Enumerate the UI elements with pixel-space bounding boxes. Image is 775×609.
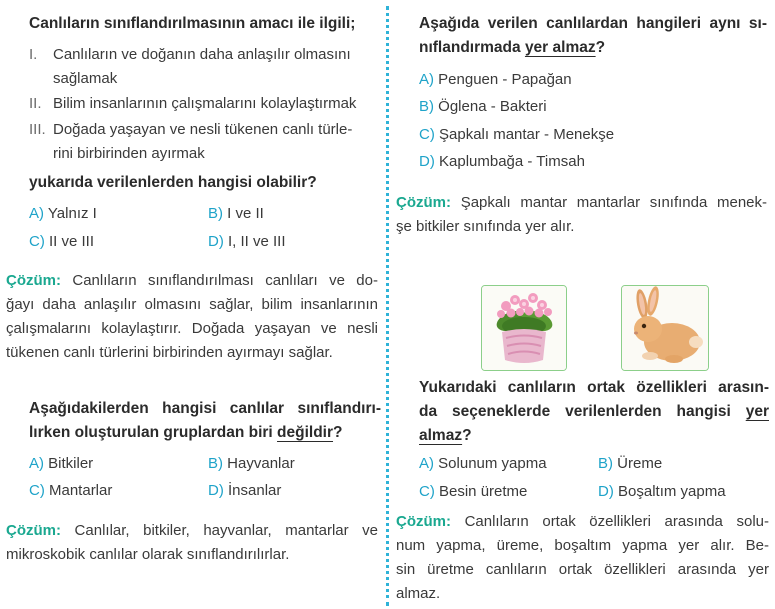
q1-option-d-letter: D) bbox=[208, 233, 224, 250]
q3-option-c-letter: C) bbox=[419, 126, 435, 143]
q1-option-c-letter: C) bbox=[29, 233, 45, 250]
q1-option-b[interactable] bbox=[208, 203, 264, 225]
q1-option-a-letter: A) bbox=[29, 205, 44, 222]
q2-option-a[interactable] bbox=[29, 453, 93, 475]
q4-stem-line-1: Yukarıdaki canlıların ortak özellikleri arasın- bbox=[419, 379, 769, 396]
q2-stem-qmark: ? bbox=[333, 424, 343, 441]
q1-item-1-line1: Canlıların ve doğanın daha anlaşılır olmasını bbox=[53, 46, 351, 63]
q1-solution-label: Çözüm: bbox=[6, 272, 61, 289]
q3-stem bbox=[419, 12, 767, 60]
q1-item-2 bbox=[29, 92, 381, 116]
q4-stem-emphasis-2: almaz bbox=[419, 427, 463, 444]
q1-item-1-num: I. bbox=[29, 46, 38, 63]
q2-option-c-text: Mantarlar bbox=[49, 482, 113, 499]
q4-solution-line-4: almaz. bbox=[396, 585, 441, 602]
q3-stem-line-2: nıflandırmada bbox=[419, 39, 525, 56]
q1-solution-line-4: tükenen canlı türlerini birbirinden ayırmayı sağlar. bbox=[6, 344, 333, 361]
q4-option-a[interactable] bbox=[419, 453, 547, 475]
q4-solution-label: Çözüm: bbox=[396, 513, 451, 530]
column-divider bbox=[386, 6, 389, 606]
q1-option-c-text: II ve III bbox=[49, 233, 95, 250]
q3-option-b[interactable] bbox=[419, 96, 547, 118]
q2-option-d-letter: D) bbox=[208, 482, 224, 499]
q3-option-b-text: Öglena - Bakteri bbox=[438, 98, 547, 115]
q4-option-d-letter: D) bbox=[598, 483, 614, 500]
q2-option-d[interactable] bbox=[208, 480, 281, 502]
q3-solution-line-2: şe bitkiler sınıfında yer alır. bbox=[396, 218, 575, 235]
q1-item-3 bbox=[29, 118, 381, 166]
q4-stem bbox=[419, 376, 769, 448]
q3-option-d[interactable] bbox=[419, 151, 585, 173]
q2-option-c-letter: C) bbox=[29, 482, 45, 499]
q3-option-c-text: Şapkalı mantar - Menekşe bbox=[439, 126, 615, 143]
q3-option-c[interactable] bbox=[419, 124, 614, 146]
q4-option-c-letter: C) bbox=[419, 483, 435, 500]
q1-item-2-line1: Bilim insanlarının çalışmalarını kolaylaştırmak bbox=[53, 95, 357, 112]
rabbit-icon bbox=[622, 286, 708, 370]
q2-stem bbox=[29, 397, 381, 445]
q4-stem-emphasis-1: yer bbox=[745, 403, 769, 420]
q2-option-a-letter: A) bbox=[29, 455, 44, 472]
q1-option-d-text: I, II ve III bbox=[228, 233, 286, 250]
q3-solution-label: Çözüm: bbox=[396, 194, 451, 211]
q4-option-a-letter: A) bbox=[419, 455, 434, 472]
q2-solution bbox=[6, 519, 378, 567]
q1-option-b-text: I ve II bbox=[227, 205, 264, 222]
q1-option-d[interactable] bbox=[208, 231, 286, 253]
q3-option-d-text: Kaplumbağa - Timsah bbox=[439, 153, 585, 170]
q3-stem-emphasis: yer almaz bbox=[524, 39, 596, 56]
q1-question: yukarıda verilenlerden hangisi olabilir? bbox=[29, 174, 317, 191]
q1-option-c[interactable] bbox=[29, 231, 94, 253]
q4-option-b-letter: B) bbox=[598, 455, 613, 472]
q3-option-d-letter: D) bbox=[419, 153, 435, 170]
q3-option-a-text: Penguen - Papağan bbox=[438, 71, 572, 88]
q1-item-1 bbox=[29, 43, 381, 91]
q2-stem-line-1: Aşağıdakilerden hangisi canlılar sınıflandırı- bbox=[29, 400, 381, 417]
flower-image bbox=[481, 285, 567, 371]
q4-option-c[interactable] bbox=[419, 481, 527, 503]
q2-solution-line-1: Canlılar, bitkiler, hayvanlar, mantarlar ve bbox=[74, 522, 378, 539]
q4-option-d-text: Boşaltım yapma bbox=[618, 483, 726, 500]
q2-stem-emphasis: değildir bbox=[277, 424, 334, 441]
q3-option-a[interactable] bbox=[419, 69, 572, 91]
q2-option-d-text: İnsanlar bbox=[228, 482, 282, 499]
rabbit-image bbox=[621, 285, 709, 371]
q2-option-a-text: Bitkiler bbox=[48, 455, 94, 472]
q2-solution-label: Çözüm: bbox=[6, 522, 61, 539]
q4-option-b-text: Üreme bbox=[617, 455, 663, 472]
q1-item-3-num: III. bbox=[29, 121, 46, 138]
flower-pot-icon bbox=[482, 286, 566, 370]
q1-item-3-line1: Doğada yaşayan ve nesli tükenen canlı türle- bbox=[53, 121, 353, 138]
q2-option-b-letter: B) bbox=[208, 455, 223, 472]
q4-solution-line-2: num yapma, üreme, boşaltım yapma yer alır. Be- bbox=[396, 537, 769, 554]
q2-stem-line-2: lırken oluşturulan gruplardan biri bbox=[29, 424, 278, 441]
q3-stem-qmark: ? bbox=[595, 39, 606, 56]
q4-solution bbox=[396, 510, 769, 606]
q4-solution-line-3: sin üretme canlıların ortak özellikleri arasında yer bbox=[396, 561, 769, 578]
q1-option-b-letter: B) bbox=[208, 205, 223, 222]
q3-stem-line-1: Aşağıda verilen canlılardan hangileri aynı sı- bbox=[419, 15, 767, 32]
q1-option-a-text: Yalnız I bbox=[47, 205, 97, 222]
q3-solution-line-1: Şapkalı mantar mantarlar sınıfında menek- bbox=[460, 194, 768, 211]
q3-solution bbox=[396, 191, 767, 239]
q1-item-2-num: II. bbox=[29, 95, 42, 112]
q1-stem: Canlıların sınıflandırılmasının amacı ile ilgili; bbox=[29, 15, 356, 32]
q1-item-3-line2: rini birbirinden ayırmak bbox=[53, 145, 205, 162]
q4-option-a-text: Solunum yapma bbox=[438, 455, 547, 472]
q1-solution-line-3: çalışmalarını kolaylaştırır. Doğada yaşayan ve nesli bbox=[6, 320, 378, 337]
q4-option-c-text: Besin üretme bbox=[439, 483, 528, 500]
q4-stem-line-2: da seçeneklerde verilenlerden hangisi bbox=[419, 403, 746, 420]
q1-item-1-line2: sağlamak bbox=[53, 70, 118, 87]
q2-option-c[interactable] bbox=[29, 480, 112, 502]
q1-option-a[interactable] bbox=[29, 203, 97, 225]
q4-option-b[interactable] bbox=[598, 453, 662, 475]
q2-solution-line-2: mikroskobik canlılar olarak sınıflandırılırlar. bbox=[6, 546, 290, 563]
q1-solution-line-1: Canlıların sınıflandırılması canlıları ve do- bbox=[72, 272, 378, 289]
q1-solution bbox=[6, 269, 378, 365]
q1-solution-line-2: ğayı daha anlaşılır olmasını sağlar, bilim insanlarının bbox=[6, 296, 378, 313]
q2-option-b-text: Hayvanlar bbox=[227, 455, 295, 472]
q3-option-b-letter: B) bbox=[419, 98, 434, 115]
q4-solution-line-1: Canlıların ortak özellikleri arasında solu- bbox=[464, 513, 769, 530]
q4-option-d[interactable] bbox=[598, 481, 726, 503]
q3-option-a-letter: A) bbox=[419, 71, 434, 88]
q4-stem-qmark: ? bbox=[462, 427, 472, 444]
q2-option-b[interactable] bbox=[208, 453, 295, 475]
